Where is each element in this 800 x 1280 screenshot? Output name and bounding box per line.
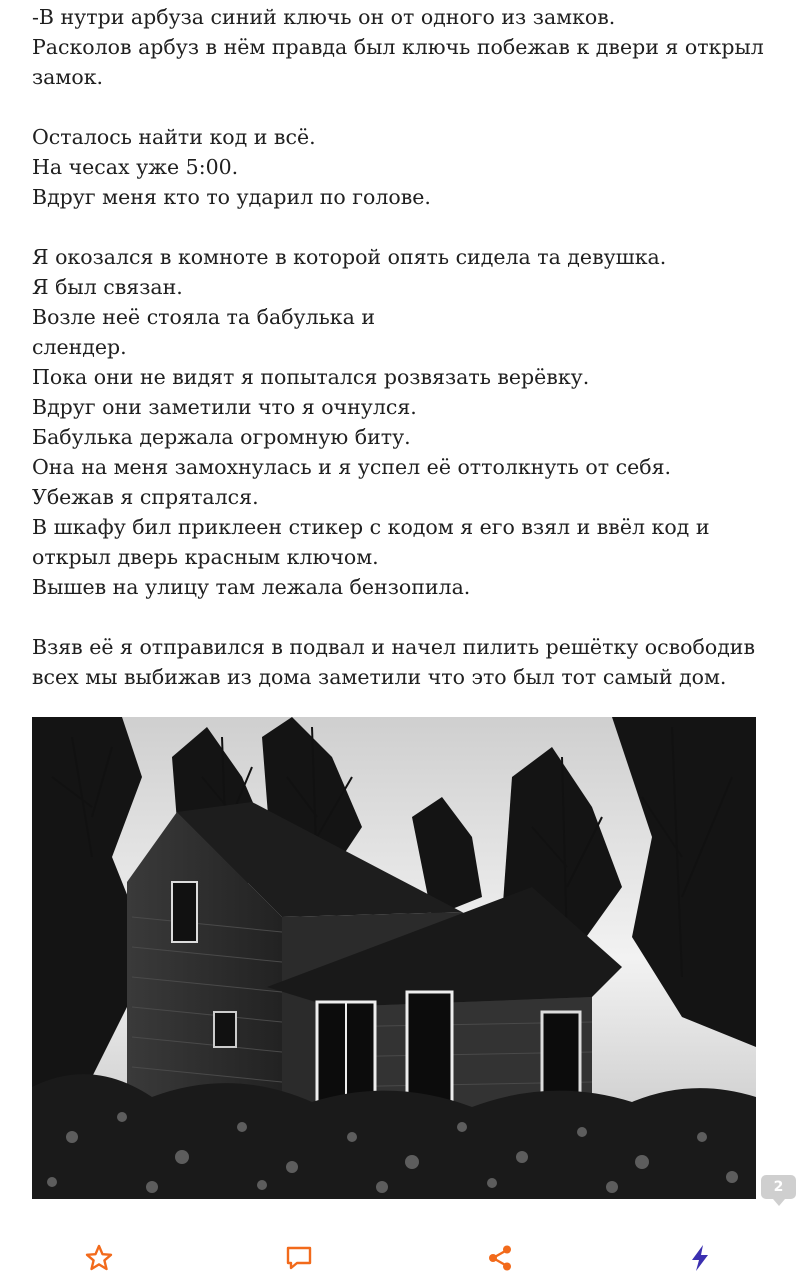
lightning-icon [684,1242,716,1274]
bottom-toolbar [0,1230,800,1280]
text-line: Взяв её я отправился в подвал и начел пилить решётку освободив [32,635,756,659]
paragraph [32,242,762,602]
text-line: Убежав я спрятался. [32,485,259,509]
comment-count-badge[interactable]: 2 [761,1175,796,1199]
article-text [32,2,762,722]
paragraph [32,122,762,212]
comment-icon [283,1242,315,1274]
text-line: Вышев на улицу там лежала бензопила. [32,575,471,599]
share-icon [484,1242,516,1274]
haunted-house-illustration [32,717,756,1199]
text-line: Расколов арбуз в нём правда был ключь побежав к двери я открыл [32,35,764,59]
star-icon [83,1242,115,1274]
paragraph [32,632,762,692]
text-line: замок. [32,65,104,89]
text-line: Пока они не видят я попытался розвязать верёвку. [32,365,590,389]
text-line: слендер. [32,335,127,359]
text-line: Возле неё стояла та бабулька и [32,305,376,329]
text-line: Вдруг меня кто то ударил по голове. [32,185,431,209]
text-line: Я был связан. [32,275,183,299]
text-line: всех мы выбижав из дома заметили что это был тот самый дом. [32,665,727,689]
text-line: открыл дверь красным ключом. [32,545,379,569]
favorite-button[interactable] [83,1242,115,1274]
boost-button[interactable] [684,1242,716,1274]
text-line: Вдруг они заметили что я очнулся. [32,395,417,419]
text-line: В шкафу бил приклеен стикер с кодом я его взял и ввёл код и [32,515,710,539]
text-line: На чесах уже 5:00. [32,155,239,179]
paragraph [32,2,762,92]
text-line: Бабулька держала огромную биту. [32,425,411,449]
haunted-house-photo[interactable] [32,717,756,1199]
text-line: Я окозался в комноте в которой опять сидела та девушка. [32,245,667,269]
text-line: Осталось найти код и всё. [32,125,316,149]
comments-button[interactable] [283,1242,315,1274]
text-line: Она на меня замохнулась и я успел её оттолкнуть от себя. [32,455,672,479]
share-button[interactable] [484,1242,516,1274]
text-line: -В нутри арбуза синий ключь он от одного из замков. [32,5,616,29]
